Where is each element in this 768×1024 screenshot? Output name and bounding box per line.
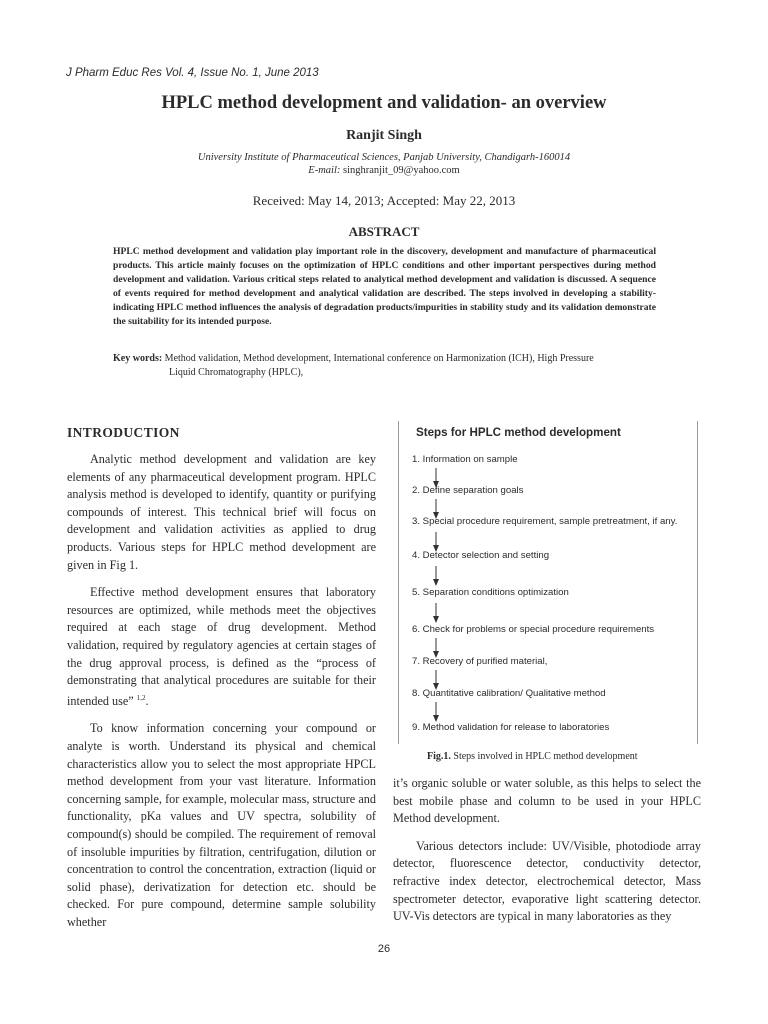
flow-step-1: 1. Information on sample: [412, 454, 518, 465]
down-arrow-icon: [432, 603, 440, 623]
article-title: HPLC method development and validation- an overview: [161, 93, 607, 113]
journal-citation: J Pharm Educ Res Vol. 4, Issue No. 1, June 2013: [66, 67, 319, 79]
page-number: 26: [377, 943, 391, 955]
affiliation-block: [0, 151, 768, 177]
keywords-label: Key words:: [113, 353, 163, 364]
keywords: [113, 352, 658, 380]
paragraph-1: Analytic method development and validation are key elements of any pharmaceutical development program. HPLC analysis method is developed to identify, quantity or purifying compounds of interest. This technical brief will focus on development and validation activities as applied to drug products. Various steps for HPLC method development are given in Fig 1.: [67, 452, 376, 572]
abstract-heading: ABSTRACT: [348, 224, 420, 239]
down-arrow-icon: [432, 702, 440, 722]
affiliation: University Institute of Pharmaceutical Sciences, Panjab University, Chandigarh-160014: [197, 152, 571, 163]
down-arrow-icon: [432, 638, 440, 658]
paragraph-2: [67, 584, 376, 710]
flow-step-6: 6. Check for problems or special procedure requirements: [412, 624, 655, 635]
figure-caption-text: Steps involved in HPLC method development: [453, 751, 638, 762]
paragraph-4: it’s organic soluble or water soluble, as this helps to select the best mobile phase and column to be used in your HPLC Method development.: [393, 776, 701, 826]
flow-step-5: 5. Separation conditions optimization: [412, 587, 569, 598]
received-accepted-dates: Received: May 14, 2013; Accepted: May 22, 2013: [252, 193, 516, 208]
flow-step-3: 3. Special procedure requirement, sample pretreatment, if any.: [412, 516, 678, 527]
citation-ref: 1,2: [136, 693, 146, 702]
down-arrow-icon: [432, 670, 440, 690]
keywords-line-2: Liquid Chromatography (HPLC),: [169, 367, 304, 378]
down-arrow-icon: [432, 566, 440, 586]
flow-step-9: 9. Method validation for release to laboratories: [412, 722, 610, 733]
paragraph-5: Various detectors include: UV/Visible, photodiode array detector, fluorescence detector, conductivity detector, refractive index detector, electrochemical detector, Mass spectrometer detector, evaporative light scattering detector. UV-Vis detectors are typical in many laboratories as they: [393, 838, 701, 924]
email-address: singhranjit_09@yahoo.com: [343, 165, 460, 176]
figure-frame-left: [398, 421, 399, 744]
paragraph-2-end: .: [145, 693, 149, 708]
figure-caption-label: Fig.1.: [427, 751, 451, 762]
flow-step-4: 4. Detector selection and setting: [412, 550, 550, 561]
figure-caption: [427, 751, 638, 762]
paragraph-3: To know information concerning your compound or analyte is worth. Understand its physical and chemical characteristics allow you to select the most appropriate HPCL method development from your vast literature. Information concerning sample, for example, molecular mass, structure and functionality, pKa values and UV spectra, solubility of compound(s) should be compiled. The requirement of removal of insoluble impurities by filtration, centrifugation, dilution or concentration to control the concentration, extraction (liquid or solid phase), derivatization for detection etc. should be checked. For pure compound, determine sample solubility whether: [67, 721, 376, 929]
right-column: [393, 775, 701, 936]
down-arrow-icon: [432, 532, 440, 552]
figure-frame-right: [697, 421, 698, 744]
figure-title: Steps for HPLC method development: [416, 426, 621, 439]
keywords-line-1: Method validation, Method development, International conference on Harmonization (ICH), High Pressure: [164, 353, 594, 364]
flow-step-7: 7. Recovery of purified material,: [412, 656, 548, 667]
email-line: [0, 164, 768, 177]
flow-step-8: 8. Quantitative calibration/ Qualitative method: [412, 688, 606, 699]
introduction-heading: INTRODUCTION: [67, 425, 180, 440]
flow-step-2: 2. Define separation goals: [412, 485, 524, 496]
paragraph-2-text: Effective method development ensures that laboratory resources are optimized, while methods meet the objectives required at each stage of drug development. Method validation, required by regulatory agencies at certain stages of the drug approval process, is defined as the “process of demonstrating that analytical procedures are suitable for their intended use”: [67, 585, 376, 708]
left-column: [67, 451, 376, 942]
figure-1-flowchart: [398, 421, 698, 744]
abstract-text: HPLC method development and validation play important role in the discovery, development and manufacture of pharmaceutical products. This article mainly focuses on the optimization of HPLC conditions and other important perspectives during method development and validation. Various critical steps related to analytical method development and validation is discussed. A sequence of events required for method development and analytical validation are described. The steps involved in developing a stability-indicating HPLC method influences the analysis of degradation products/impurities in stability study and its validation demonstrate the suitability for its intended purpose.: [113, 246, 656, 327]
author-name: Ranjit Singh: [346, 128, 422, 143]
email-label: E-mail:: [308, 165, 341, 176]
